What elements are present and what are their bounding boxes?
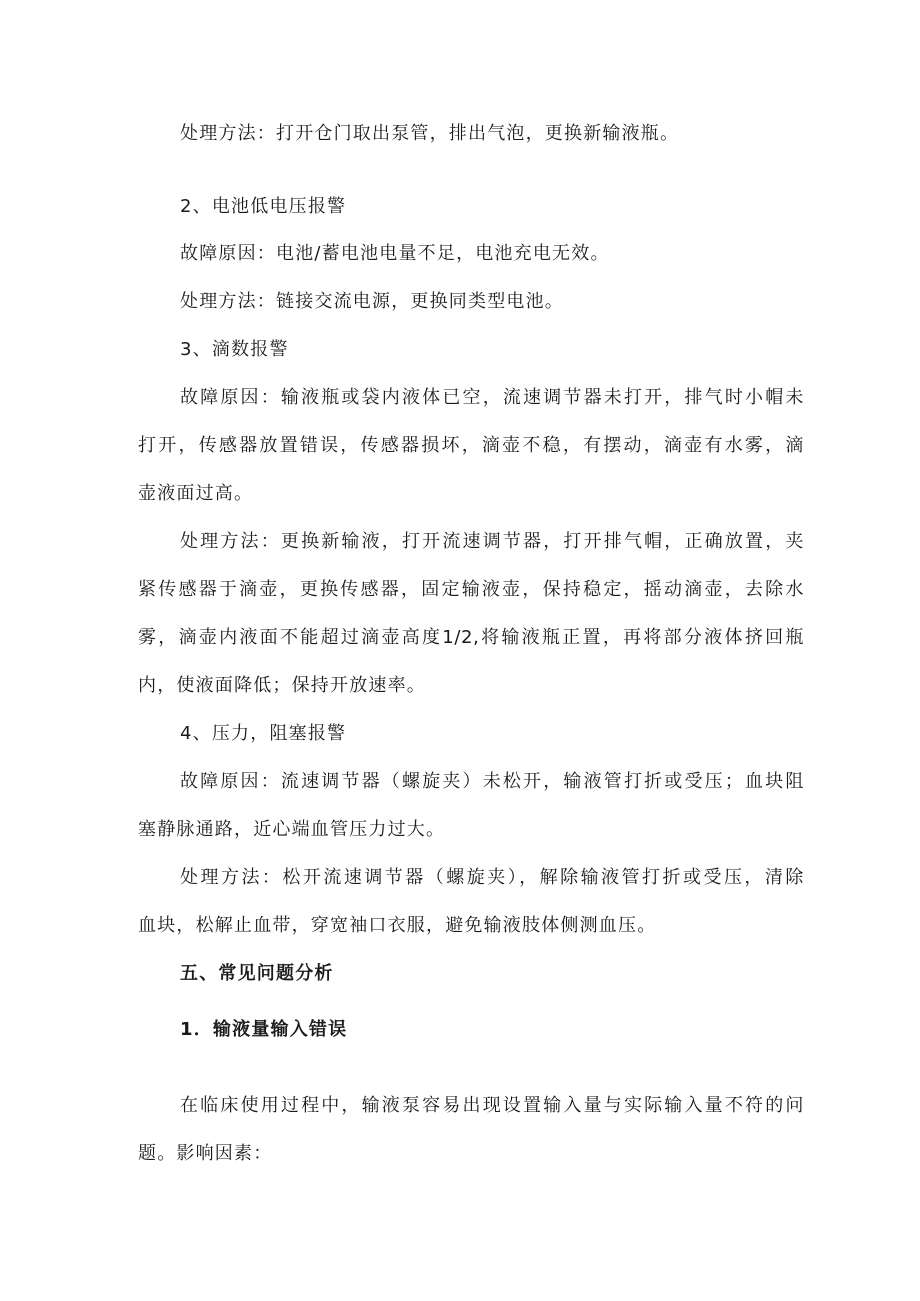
paragraph-5-line-1: 在临床使用过程中，输液泵容易出现设置输入量与实际输入量不符的问	[180, 1095, 804, 1116]
paragraph-method-3-line-1: 处理方法：更换新输液，打开流速调节器，打开排气帽，正确放置，夹	[180, 531, 804, 552]
paragraph-method-1: 处理方法：打开仓门取出泵管，排出气泡，更换新输液瓶。	[180, 123, 680, 144]
paragraph-method-3-line-4: 内，使液面降低；保持开放速率。	[138, 675, 426, 696]
paragraph-method-3-line-3: 雾，滴壶内液面不能超过滴壶高度1/2,将输液瓶正置，再将部分液体挤回瓶	[138, 627, 804, 648]
paragraph-cause-4-line-1: 故障原因：流速调节器（螺旋夹）未松开，输液管打折或受压；血块阻	[180, 771, 804, 792]
section-heading-common-problems: 五、常见问题分析	[180, 963, 334, 984]
paragraph-method-4-line-2: 血块，松解止血带，穿宽袖口衣服，避免输液肢体侧测血压。	[138, 915, 657, 936]
heading-pressure-alarm: 4、压力，阻塞报警	[180, 723, 347, 744]
paragraph-method-3-line-2: 紧传感器于滴壶，更换传感器，固定输液壶，保持稳定，摇动滴壶，去除水	[138, 579, 804, 600]
paragraph-cause-4-line-2: 塞静脉通路，近心端血管压力过大。	[138, 819, 446, 840]
paragraph-cause-3-line-3: 壶液面过高。	[138, 483, 254, 504]
heading-battery-alarm: 2、电池低电压报警	[180, 196, 347, 217]
paragraph-cause-2: 故障原因：电池/蓄电池电量不足，电池充电无效。	[180, 243, 610, 264]
paragraph-cause-3-line-2: 打开，传感器放置错误，传感器损坏，滴壶不稳，有摆动，滴壶有水雾，滴	[138, 435, 804, 456]
paragraph-cause-3-line-1: 故障原因：输液瓶或袋内液体已空，流速调节器未打开，排气时小帽未	[180, 387, 804, 408]
subheading-input-error: 1．输液量输入错误	[180, 1019, 348, 1040]
paragraph-5-line-2: 题。影响因素：	[138, 1143, 273, 1164]
paragraph-method-2: 处理方法：链接交流电源，更换同类型电池。	[180, 291, 564, 312]
paragraph-method-4-line-1: 处理方法：松开流速调节器（螺旋夹），解除输液管打折或受压，清除	[180, 867, 804, 888]
heading-drip-alarm: 3、滴数报警	[180, 339, 289, 360]
